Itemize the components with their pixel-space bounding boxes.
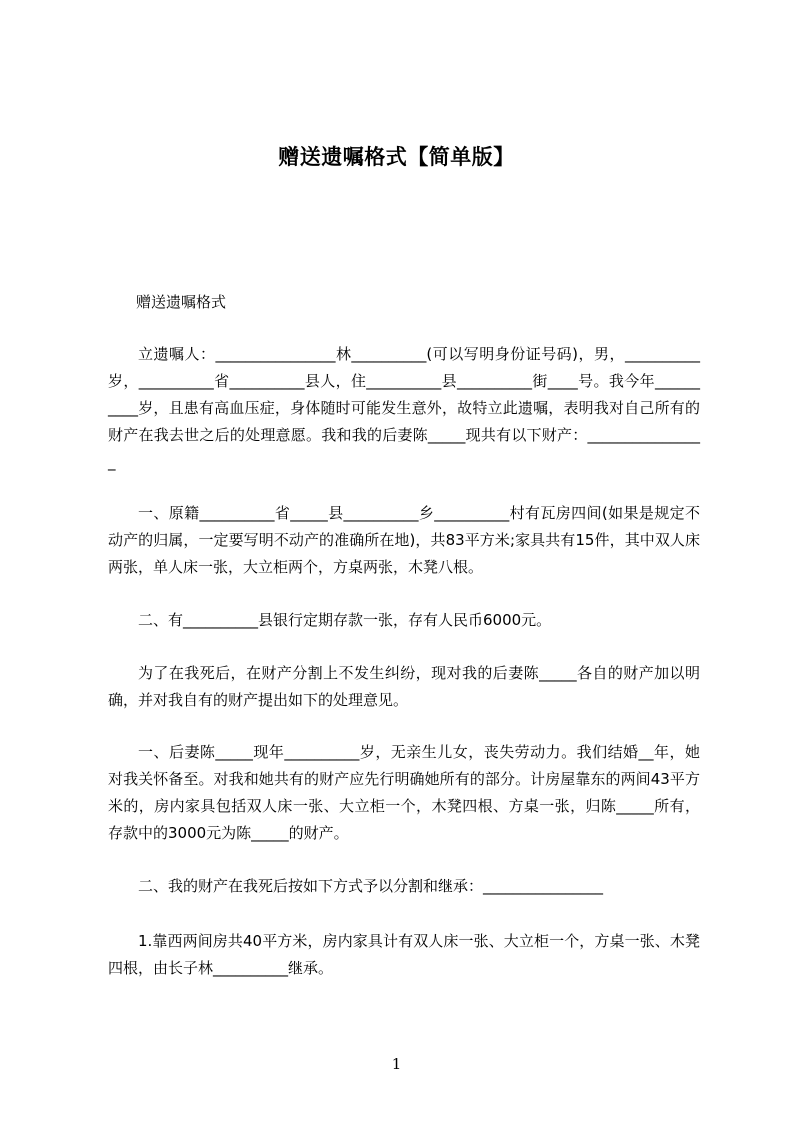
paragraph-testator-info: 立遗嘱人：________________林__________(可以写明身份证号码)，男，__________岁，__________省__________县人，住__________县__________街____号。我今年__________岁，且患有高血压症，身体随时可能发生意外，故特立此遗嘱，表明我对自己所有的财产在我去世之后的处理意愿。我和我的后妻陈_____现共有以下财产：________________ (108, 345, 700, 471)
paragraph-inheritance-item-1: 1.靠西两间房共40平方米，房内家具计有双人床一张、大立柜一个，方桌一张、木凳四根，由长子林__________继承。 (108, 932, 700, 977)
document-subtitle: 赠送遗嘱格式 (136, 293, 227, 311)
document-title: 赠送遗嘱格式【简单版】 (278, 145, 515, 169)
page-number: 1 (391, 1055, 402, 1073)
paragraph-purpose: 为了在我死后，在财产分割上不发生纠纷，现对我的后妻陈_____各自的财产加以明确，并对我自有的财产提出如下的处理意见。 (108, 664, 700, 709)
paragraph-property-deposit: 二、有__________县银行定期存款一张，存有人民币6000元。 (138, 611, 552, 629)
paragraph-wife-share: 一、后妻陈_____现年__________岁，无亲生儿女，丧失劳动力。我们结婚__年，她对我关怀备至。对我和她共有的财产应先行明确她所有的部分。计房屋靠东的两间43平方米的，房内家具包括双人床一张、大立柜一个，木凳四根、方桌一张，归陈_____所有，存款中的3000元为陈_____的财产。 (108, 743, 700, 842)
paragraph-inheritance-intro: 二、我的财产在我死后按如下方式予以分割和继承：________________ (138, 877, 604, 895)
paragraph-property-house: 一、原籍__________省_____县__________乡__________村有瓦房四间(如果是规定不动产的归属，一定要写明不动产的准确所在地)，共83平方米;家具共有15件，其中双人床两张，单人床一张，大立柜两个，方桌两张，木凳八根。 (108, 504, 700, 576)
